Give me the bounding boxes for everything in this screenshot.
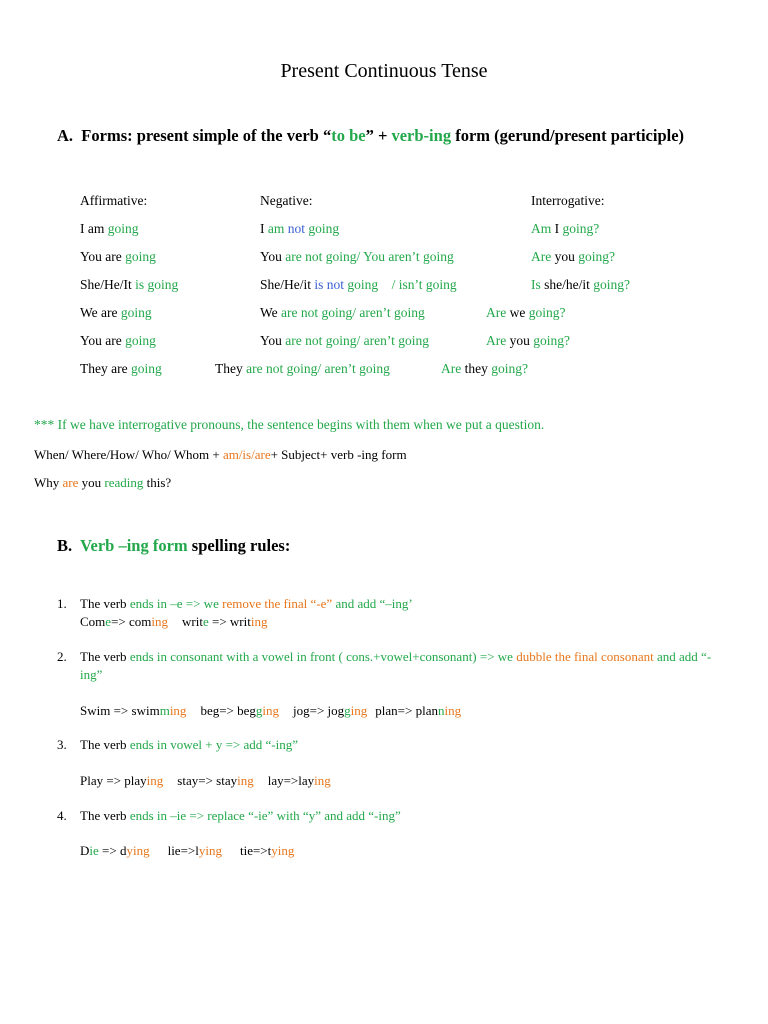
verb-text: going [107, 221, 139, 236]
example-suffix: ying [271, 843, 295, 858]
example-base: tie=>t [239, 843, 272, 858]
example-removed: ie [89, 843, 99, 858]
rule-number: 3. [57, 737, 67, 752]
subject-text: You [260, 333, 286, 348]
aux-text: Am [531, 221, 552, 236]
subject-text: she/he/it [540, 277, 594, 292]
rule-action: dubble the final consonant [516, 649, 654, 664]
example-result: => d [98, 843, 127, 858]
example-removed: e [202, 614, 209, 629]
subject-text: I [551, 221, 563, 236]
verb-text: going/ You [322, 249, 389, 264]
rule-lead: The verb [80, 737, 130, 752]
interrogative-cell [531, 277, 630, 293]
rule-number: 1. [57, 596, 67, 611]
example-suffix: ying [198, 843, 222, 858]
aux-text: Are [486, 305, 507, 320]
wh-word: Why [34, 475, 63, 490]
page-title: Present Continuous Tense [280, 60, 488, 82]
pattern-rest-text: + Subject+ verb -ing form [270, 447, 407, 462]
example-suffix: ing [250, 614, 268, 629]
pronouns-text: When/ Where/How/ Who/ Whom + [34, 447, 223, 462]
aux-not-text: are not [281, 305, 319, 320]
negative-cell [260, 277, 457, 293]
subject-text: they [461, 361, 492, 376]
rule-3-text [80, 737, 298, 753]
rule-add: and add “–ing’ [332, 596, 413, 611]
example-suffix: ing [350, 703, 368, 718]
example-base: beg=> beg [200, 703, 256, 718]
contraction-text: aren’t going [388, 249, 454, 264]
rule-condition: ends in vowel + y => add “-ing” [129, 737, 299, 752]
section-a-heading [57, 126, 684, 146]
rule-3-examples [80, 773, 331, 789]
aux-not-text: are not [285, 333, 323, 348]
question-pattern-line [34, 447, 407, 463]
rule-add: and add “- [653, 649, 712, 664]
rule-1-examples [80, 614, 267, 630]
header-negative: Negative: [260, 193, 313, 208]
not-text: not [287, 221, 306, 236]
subject-text: She/He/it [260, 277, 315, 292]
interrogative-cell [486, 333, 570, 349]
subject-text: They are [80, 361, 131, 376]
verb-text: going/ aren’t going [322, 333, 429, 348]
example-result: => com [111, 614, 152, 629]
subject-text: I am [80, 221, 108, 236]
section-b-heading [57, 536, 290, 556]
verb-text: going [305, 221, 340, 236]
rule-number: 4. [57, 808, 67, 823]
rule-action: remove the final “-e” [222, 596, 333, 611]
rule-2-examples [80, 703, 461, 719]
rule-4-examples [80, 843, 294, 859]
section-a-post: form (gerund/present participle) [451, 126, 685, 145]
verb-text: going? [528, 305, 566, 320]
rule-4-text [80, 808, 401, 824]
subject-text: We [260, 305, 282, 320]
example-suffix: ying [126, 843, 150, 858]
aux-not-text: are not [246, 361, 284, 376]
rule-lead: The verb [80, 596, 130, 611]
example-base: writ [182, 614, 203, 629]
subject-text: you [78, 475, 105, 490]
example-base: Play => play [80, 773, 147, 788]
example-result: => writ [208, 614, 251, 629]
interrogative-cell [486, 305, 566, 321]
aux-not-text: are not [285, 249, 323, 264]
example-base: lie=>l [167, 843, 199, 858]
to-be-term: to be [331, 126, 366, 145]
example-question [34, 475, 171, 491]
affirmative-cell [80, 249, 156, 265]
section-a-pre: Forms: present simple of the verb “ [81, 126, 332, 145]
subject-text: You [260, 249, 286, 264]
verb-text: going [125, 333, 156, 348]
rule-number: 2. [57, 649, 67, 664]
example-base: stay=> stay [177, 773, 238, 788]
verb-text: going [125, 249, 156, 264]
example-suffix: ing [146, 773, 164, 788]
example-base: plan=> plan [375, 703, 438, 718]
interrogative-pronouns-note: *** If we have interrogative pronouns, the sentence begins with them when we put a question. [34, 417, 545, 432]
example-doubled: m [159, 703, 170, 718]
header-affirmative: Affirmative: [80, 193, 148, 208]
object-text: this? [143, 475, 172, 490]
subject-text: She/He/It [80, 277, 136, 292]
rule-condition: ends in –e => we [129, 596, 223, 611]
example-base: Swim => swim [80, 703, 160, 718]
affirmative-cell [80, 305, 152, 321]
example-doubled: g [255, 703, 263, 718]
example-suffix: ing [444, 703, 462, 718]
verb-text: going? [491, 361, 528, 376]
verb-text: going [344, 277, 379, 292]
rule-2-text [80, 649, 711, 665]
aux-text: Is [531, 277, 541, 292]
aux-not-text: is not [314, 277, 345, 292]
example-base: D [80, 843, 90, 858]
subject-text: You are [80, 249, 126, 264]
negative-cell [260, 305, 425, 321]
subject-text: we [506, 305, 529, 320]
example-doubled: g [344, 703, 351, 718]
rule-lead: The verb [80, 808, 130, 823]
verb-text: reading [104, 475, 144, 490]
example-removed: e [105, 614, 112, 629]
contraction-text: / isn’t going [378, 277, 457, 292]
verb-text: going? [578, 249, 615, 264]
aux-text: Are [486, 333, 507, 348]
verb-text: going/ aren’t going [283, 361, 390, 376]
verb-text: going? [533, 333, 570, 348]
section-b-rest: spelling rules: [187, 536, 291, 555]
example-suffix: ing [169, 703, 187, 718]
section-a-mid: ” + [365, 126, 392, 145]
subject-text: They [215, 361, 247, 376]
subject-text: You are [80, 333, 126, 348]
example-suffix: ing [237, 773, 254, 788]
affirmative-cell [80, 221, 139, 237]
example-suffix: ing [262, 703, 280, 718]
aux-options-text: am/is/are [222, 447, 271, 462]
verb-text: going? [562, 221, 600, 236]
rule-lead: The verb [80, 649, 130, 664]
affirmative-cell [80, 333, 156, 349]
verb-text: is going [135, 277, 179, 292]
negative-cell [260, 249, 454, 265]
verb-text: going [130, 361, 162, 376]
header-interrogative: Interrogative: [531, 193, 605, 208]
affirmative-cell [80, 277, 178, 293]
rule-1-text [80, 596, 413, 612]
rule-condition: ends in –ie => replace “-ie” with “y” and add “-ing” [129, 808, 401, 823]
aux-text: Are [531, 249, 552, 264]
example-suffix: ing [314, 773, 331, 788]
aux-text: are [62, 475, 79, 490]
aux-text: Are [441, 361, 462, 376]
section-a-letter: A. [57, 126, 74, 145]
example-base: Com [80, 614, 106, 629]
verb-ing-term: verb-ing [391, 126, 452, 145]
example-doubled: n [437, 703, 445, 718]
subject-text: We are [80, 305, 121, 320]
section-b-letter: B. [57, 536, 73, 555]
negative-cell [260, 221, 339, 237]
negative-cell [260, 333, 429, 349]
aux-text: am [267, 221, 288, 236]
affirmative-cell [80, 361, 162, 377]
verb-text: going/ aren’t going [318, 305, 425, 320]
rule-2-text-continued: ing” [80, 667, 103, 682]
verb-text: going [120, 305, 152, 320]
subject-text: you [506, 333, 534, 348]
rule-condition: ends in consonant with a vowel in front ( cons.+vowel+consonant) => we [129, 649, 517, 664]
interrogative-cell [441, 361, 528, 377]
verb-ing-form-term: Verb –ing form [80, 536, 188, 555]
subject-text: you [551, 249, 579, 264]
interrogative-cell [531, 221, 599, 237]
example-suffix: ing [151, 614, 168, 629]
example-base: jog=> jog [293, 703, 345, 718]
subject-text: I [260, 221, 268, 236]
verb-text: going? [593, 277, 630, 292]
interrogative-cell [531, 249, 615, 265]
negative-cell [215, 361, 390, 377]
example-base: lay=>lay [267, 773, 315, 788]
